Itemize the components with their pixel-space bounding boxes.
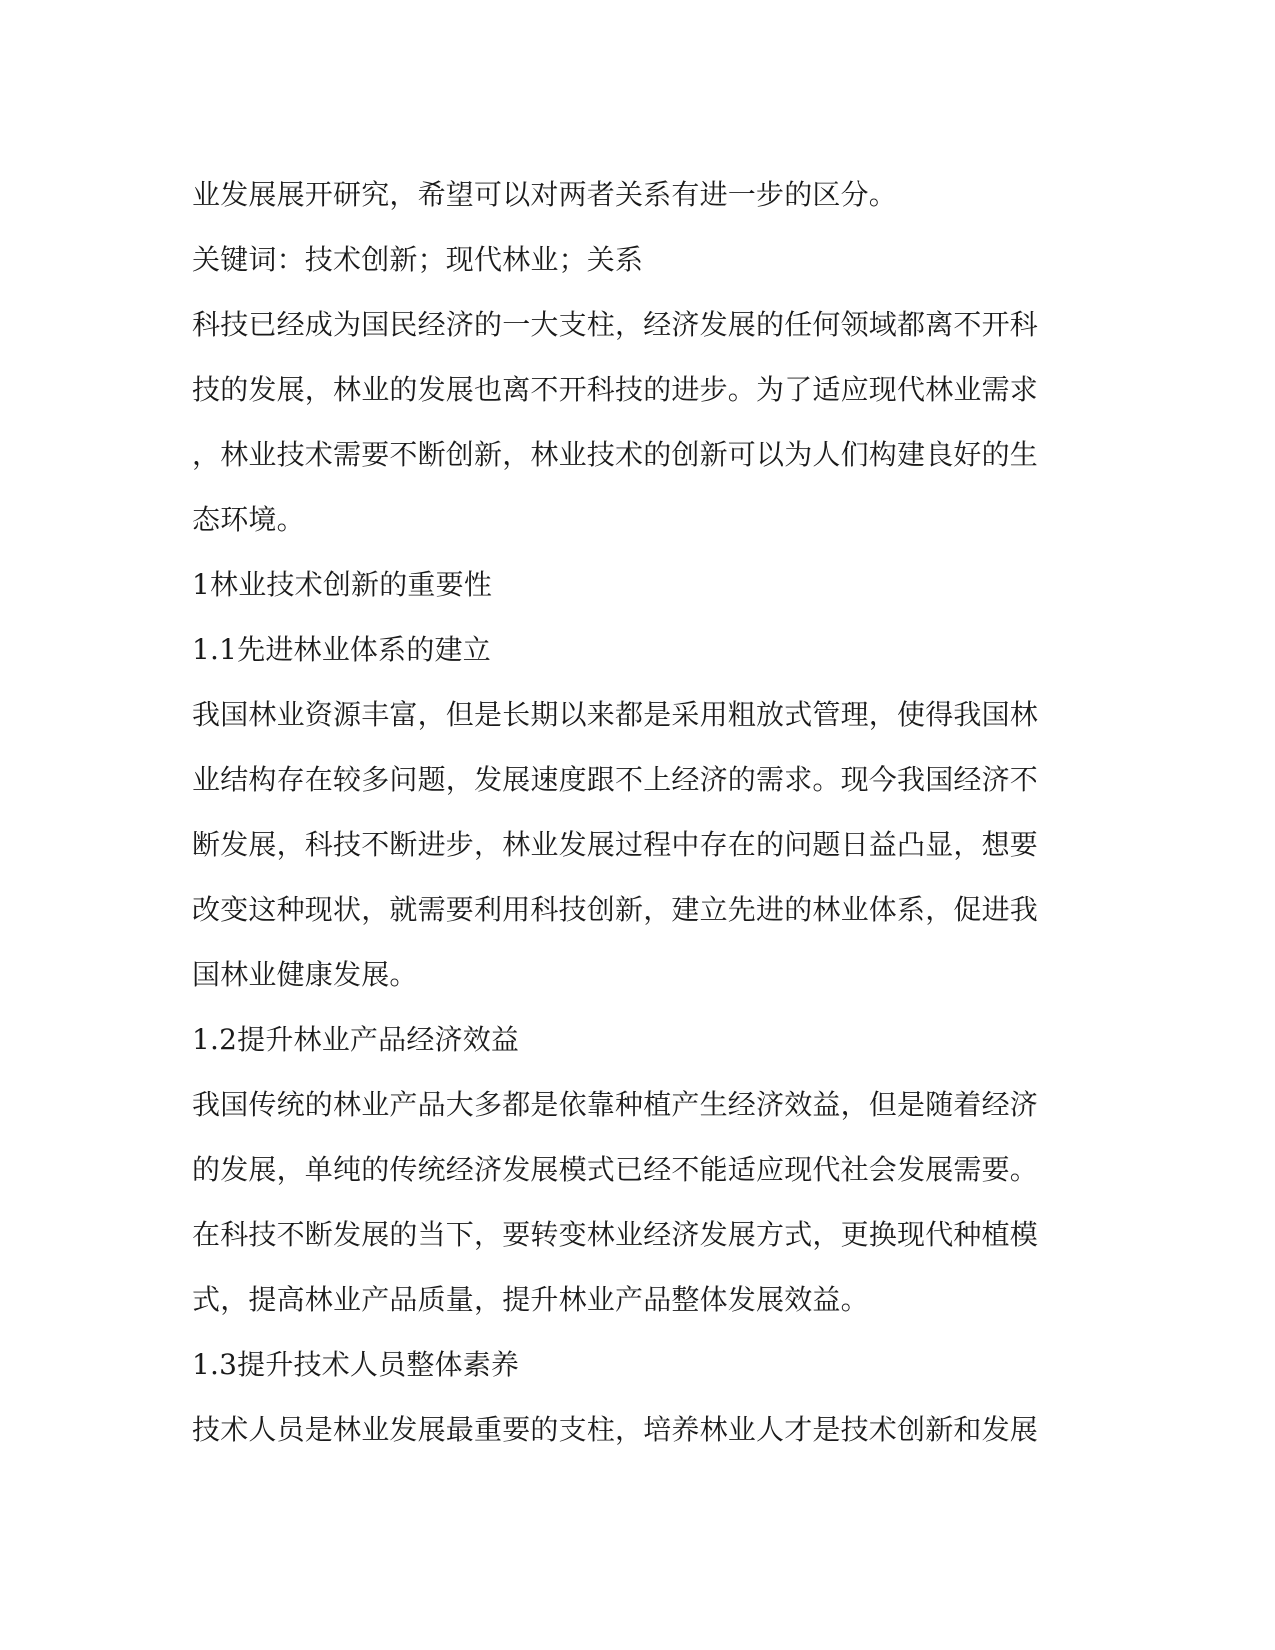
subsection-heading: 1.3提升技术人员整体素养 bbox=[192, 1348, 520, 1381]
text-line: 的发展，单纯的传统经济发展模式已经不能适应现代社会发展需要。 bbox=[192, 1153, 1039, 1186]
text-line: 业发展展开研究，希望可以对两者关系有进一步的区分。 bbox=[192, 178, 898, 211]
section-heading: 1林业技术创新的重要性 bbox=[192, 568, 493, 601]
text-line: 国林业健康发展。 bbox=[192, 958, 418, 991]
subsection-heading: 1.2提升林业产品经济效益 bbox=[192, 1023, 520, 1056]
text-line: 改变这种现状，就需要利用科技创新，建立先进的林业体系，促进我 bbox=[192, 893, 1039, 926]
keywords-line: 关键词：技术创新；现代林业；关系 bbox=[192, 243, 644, 276]
text-line: 式，提高林业产品质量，提升林业产品整体发展效益。 bbox=[192, 1283, 869, 1316]
text-line: 业结构存在较多问题，发展速度跟不上经济的需求。现今我国经济不 bbox=[192, 763, 1039, 796]
text-line: 态环境。 bbox=[192, 503, 305, 536]
text-line: ，林业技术需要不断创新，林业技术的创新可以为人们构建良好的生 bbox=[192, 438, 1039, 471]
text-line: 技术人员是林业发展最重要的支柱，培养林业人才是技术创新和发展 bbox=[192, 1413, 1039, 1446]
text-line: 技的发展，林业的发展也离不开科技的进步。为了适应现代林业需求 bbox=[192, 373, 1039, 406]
subsection-heading: 1.1先进林业体系的建立 bbox=[192, 633, 491, 666]
text-line: 断发展，科技不断进步，林业发展过程中存在的问题日益凸显，想要 bbox=[192, 828, 1039, 861]
document-body bbox=[192, 162, 1072, 1462]
text-line: 在科技不断发展的当下，要转变林业经济发展方式，更换现代种植模 bbox=[192, 1218, 1039, 1251]
text-line: 我国传统的林业产品大多都是依靠种植产生经济效益，但是随着经济 bbox=[192, 1088, 1039, 1121]
text-line: 我国林业资源丰富，但是长期以来都是采用粗放式管理，使得我国林 bbox=[192, 698, 1039, 731]
text-line: 科技已经成为国民经济的一大支柱，经济发展的任何领域都离不开科 bbox=[192, 308, 1039, 341]
